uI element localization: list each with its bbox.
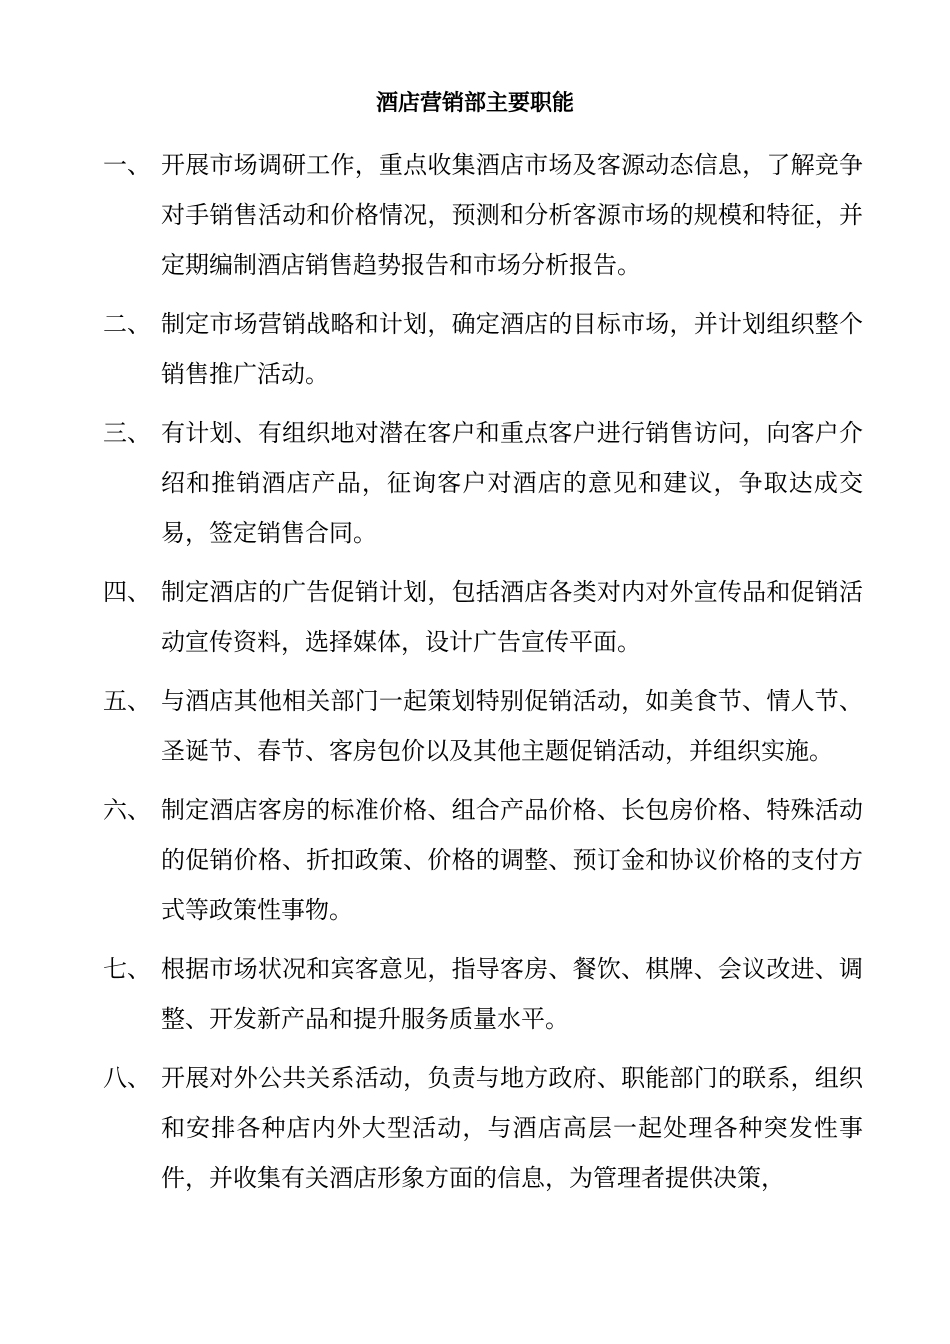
document-title: 酒店营销部主要职能 bbox=[375, 91, 574, 116]
item-text: 与酒店其他相关部门一起策划特别促销活动，如美食节、情人节、圣诞节、春节、客房包价以及其他主题促销活动，并组织实施。 bbox=[161, 687, 863, 765]
item-text: 开展对外公共关系活动，负责与地方政府、职能部门的联系，组织和安排各种店内外大型活动，与酒店高层一起处理各种突发性事件，并收集有关酒店形象方面的信息，为管理者提供决策， bbox=[161, 1064, 863, 1192]
item-number: 五、 bbox=[103, 687, 151, 715]
list-item bbox=[103, 944, 863, 1044]
item-number: 四、 bbox=[103, 578, 151, 606]
item-number: 三、 bbox=[103, 419, 151, 447]
list-item bbox=[103, 140, 863, 290]
item-text: 制定酒店的广告促销计划，包括酒店各类对内对外宣传品和促销活动宣传资料，选择媒体，设计广告宣传平面。 bbox=[161, 578, 863, 656]
function-list bbox=[103, 140, 863, 1212]
list-item bbox=[103, 1053, 863, 1203]
list-item bbox=[103, 567, 863, 667]
item-text: 制定酒店客房的标准价格、组合产品价格、长包房价格、特殊活动的促销价格、折扣政策、价格的调整、预订金和协议价格的支付方式等政策性事物。 bbox=[161, 796, 863, 924]
item-text: 根据市场状况和宾客意见，指导客房、餐饮、棋牌、会议改进、调整、开发新产品和提升服务质量水平。 bbox=[161, 955, 863, 1033]
item-number: 一、 bbox=[103, 151, 151, 179]
item-number: 七、 bbox=[103, 955, 151, 983]
item-text: 开展市场调研工作，重点收集酒店市场及客源动态信息，了解竞争对手销售活动和价格情况，预测和分析客源市场的规模和特征，并定期编制酒店销售趋势报告和市场分析报告。 bbox=[161, 151, 863, 279]
item-text: 制定市场营销战略和计划，确定酒店的目标市场，并计划组织整个销售推广活动。 bbox=[161, 310, 863, 388]
list-item bbox=[103, 299, 863, 399]
list-item bbox=[103, 676, 863, 776]
item-text: 有计划、有组织地对潜在客户和重点客户进行销售访问，向客户介绍和推销酒店产品，征询客户对酒店的意见和建议，争取达成交易，签定销售合同。 bbox=[161, 419, 863, 547]
item-number: 八、 bbox=[103, 1064, 151, 1092]
list-item bbox=[103, 785, 863, 935]
list-item bbox=[103, 408, 863, 558]
item-number: 六、 bbox=[103, 796, 151, 824]
item-number: 二、 bbox=[103, 310, 151, 338]
